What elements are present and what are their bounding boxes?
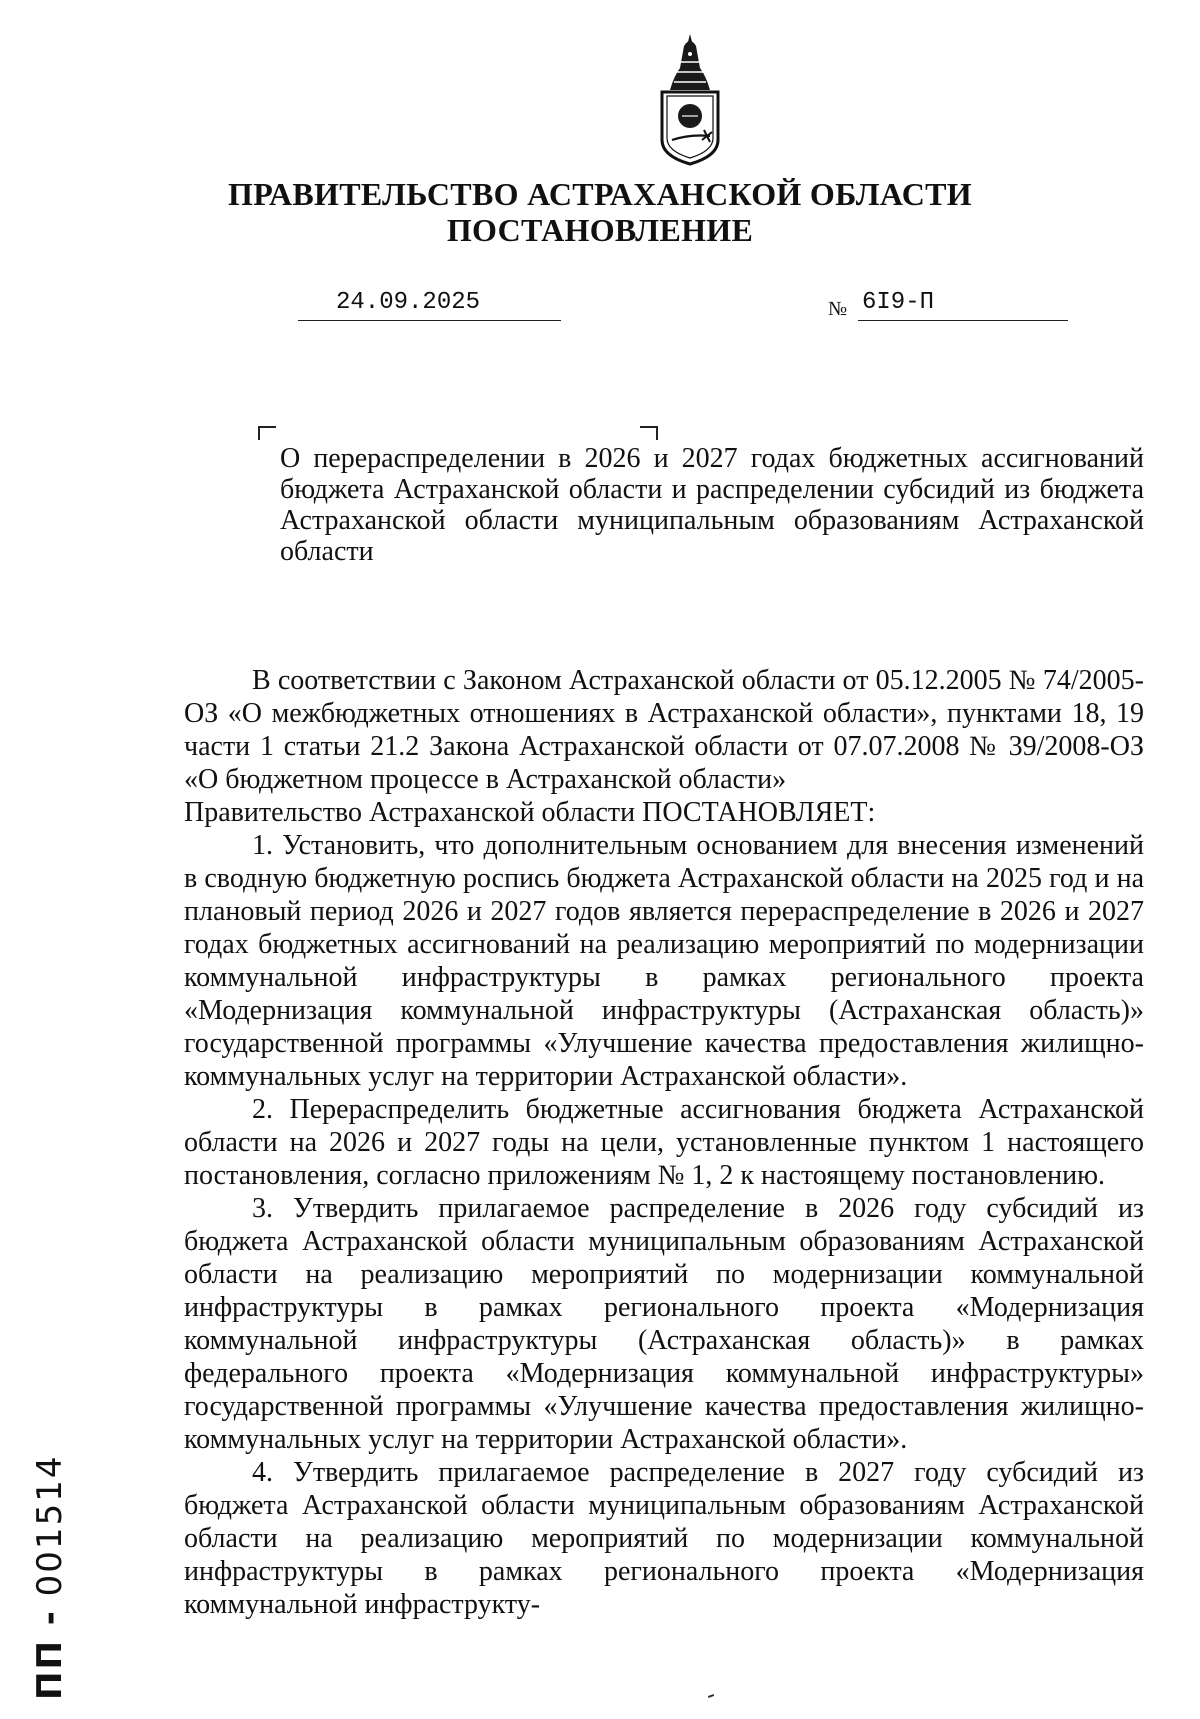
document-body <box>184 664 1144 1621</box>
title-corner-left <box>258 426 276 440</box>
preamble-paragraph: В соответствии с Законом Астраханской области от 05.12.2005 № 74/2005-ОЗ «О межбюджетных отношениях в Астраханской области», пунктами 18, 19 части 1 статьи 21.2 Закона Астраханской области от 07.07.2008 № 39/2008-ОЗ «О бюджетном процессе в Астраханской области» <box>184 665 1144 795</box>
item-2: 2. Перераспределить бюджетные ассигнования бюджета Астраханской области на 2026 и 2027 годы на цели, установленные пунктом 1 настоящего постановления, согласно приложениям № 1, 2 к настоящему постановлению. <box>184 1094 1144 1191</box>
document-subject: О перераспределении в 2026 и 2027 годах бюджетных ассигнований бюджета Астраханской области и распределении субсидий из бюджета Астраханской области муниципальным образованиям Астраханской области <box>280 443 1144 567</box>
title-corner-right <box>640 426 658 440</box>
government-title: ПРАВИТЕЛЬСТВО АСТРАХАНСКОЙ ОБЛАСТИ <box>228 176 972 212</box>
item-3: 3. Утвердить прилагаемое распределение в 2026 году субсидий из бюджета Астраханской области муниципальным образованиям Астраханской области на реализацию мероприятий по модернизации коммунальной инфраструктуры в рамках регионального проекта «Модернизация коммунальной инфраструктуры (Астраханская область)» в рамках федерального проекта «Модернизация коммунальной инфраструктуры» государственной программы «Улучшение качества предоставления жилищно-коммунальных услуг на территории Астраханской области». <box>184 1193 1144 1455</box>
stamp-number: 001514 <box>30 1454 70 1597</box>
date-field <box>298 289 561 321</box>
scan-speck <box>708 1694 714 1698</box>
number-label: № <box>828 298 848 320</box>
document-date: 24.09.2025 <box>336 289 481 316</box>
coat-of-arms-icon <box>654 32 726 166</box>
item-1: 1. Установить, что дополнительным основанием для внесения изменений в сводную бюджетную роспись бюджета Астраханской области на 2025 год и на плановый период 2026 и 2027 годов является перераспределение в 2026 и 2027 годах бюджетных ассигнований на реализацию мероприятий по модернизации коммунальной инфраструктуры в рамках регионального проекта «Модернизация коммунальной инфраструктуры (Астраханская область)» государственной программы «Улучшение качества предоставления жилищно-коммунальных услуг на территории Астраханской области». <box>184 830 1144 1092</box>
document-type-title: ПОСТАНОВЛЕНИЕ <box>446 212 754 248</box>
decree-line: Правительство Астраханской области ПОСТАНОВЛЯЕТ: <box>184 797 876 828</box>
document-number: 6I9-П <box>862 289 935 316</box>
item-4: 4. Утвердить прилагаемое распределение в 2027 году субсидий из бюджета Астраханской области муниципальным образованиям Астраханской области на реализацию мероприятий по модернизации коммунальной инфраструктуры в рамках регионального проекта «Модернизация коммунальной инфраструкту- <box>184 1457 1144 1620</box>
registration-stamp <box>30 1400 70 1700</box>
stamp-prefix: ПП - <box>30 1609 70 1700</box>
number-field <box>858 289 1068 321</box>
